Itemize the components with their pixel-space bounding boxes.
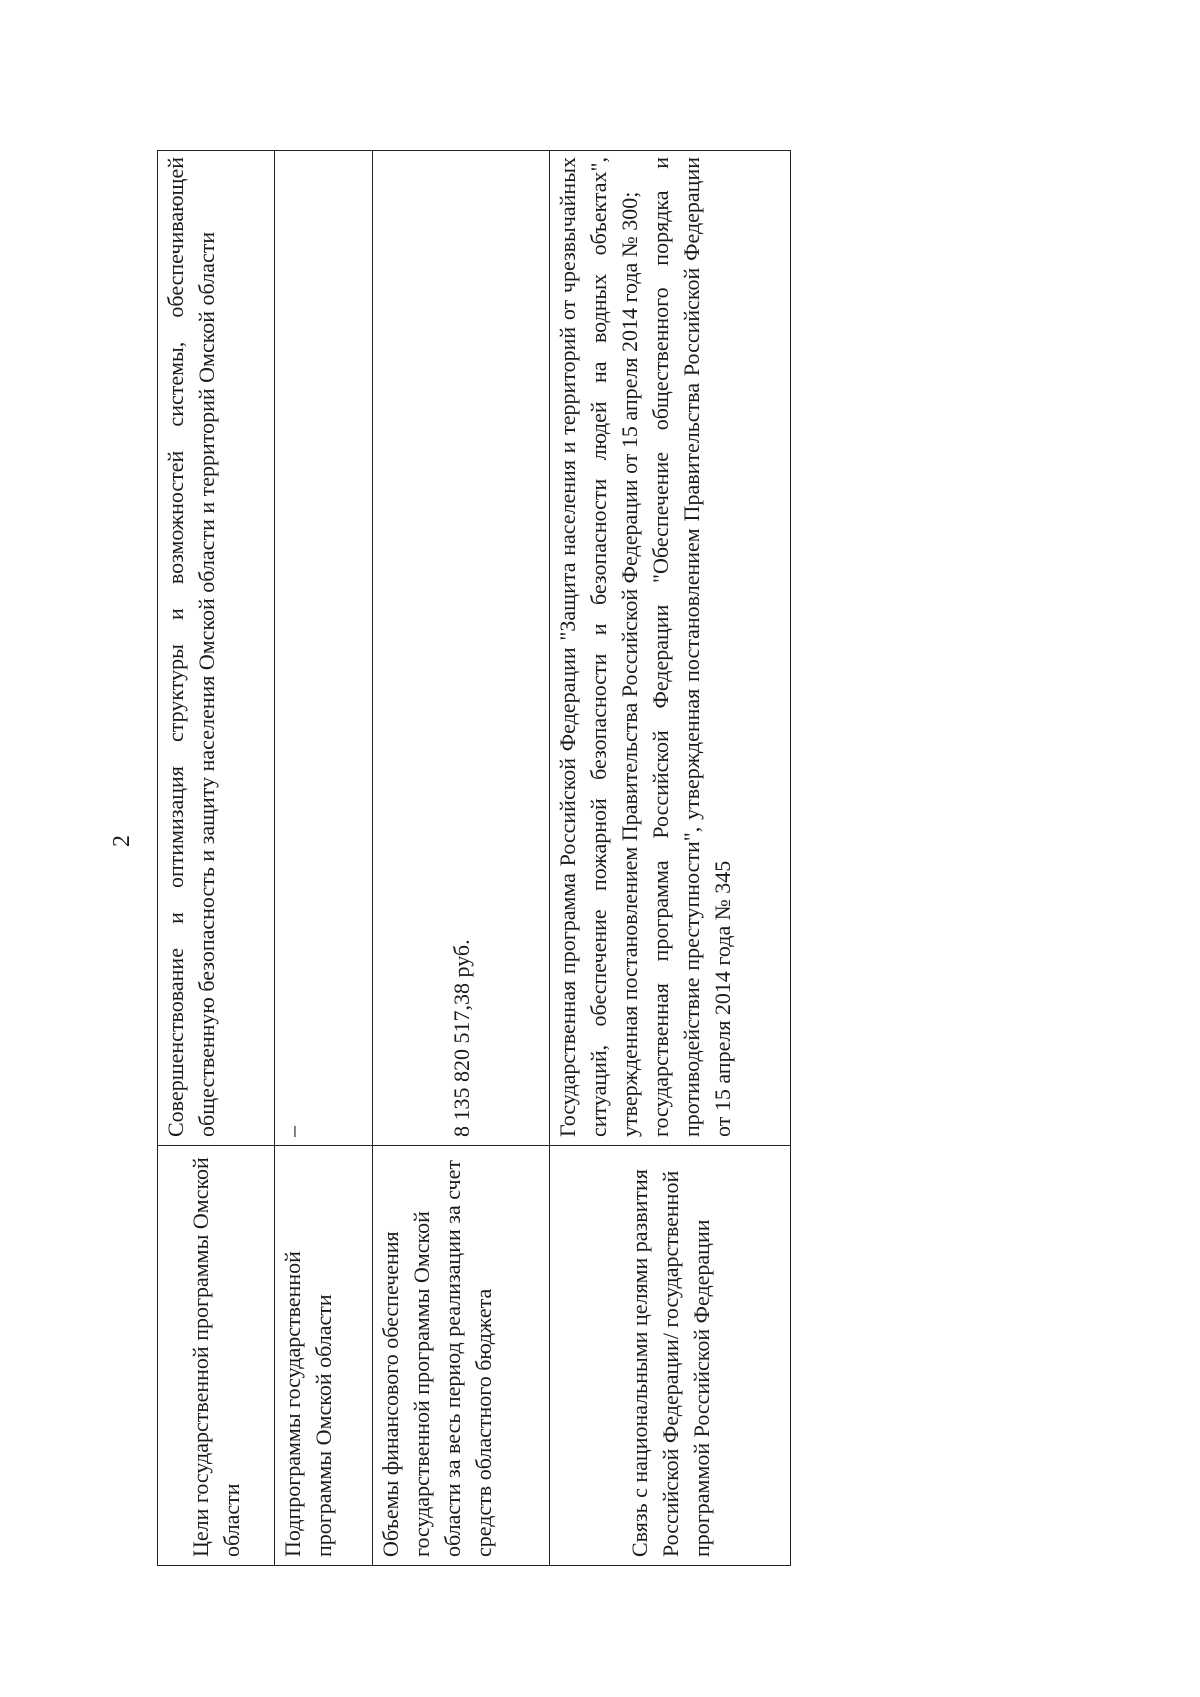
funding-label: Объемы финансового обеспечения государственной программы Омской области за весь период реализации за счет средств областного бюджета <box>373 1146 550 1566</box>
state-program-emergencies: Государственная программа Российской Федерации "Защита населения и территорий от чрезвычайных ситуаций, обеспечение пожарной безопасности и безопасности людей на водных объектах", утвержденная постановлением Правительства Российской Федерации от 15 апреля 2014 года № 300; <box>555 157 642 1137</box>
national-goals-value <box>550 151 791 1146</box>
national-goals-label: Связь с национальными целями развития Российской Федерации/ государственной программой Российской Федерации <box>550 1146 791 1566</box>
rotated-table-wrapper <box>157 151 790 1566</box>
subprograms-label: Подпрограммы государственной программы Омской области <box>275 1146 373 1566</box>
goals-label: Цели государственной программы Омской области <box>158 1146 275 1566</box>
program-passport-table <box>157 150 791 1566</box>
table-row-goals <box>158 151 275 1566</box>
page-number: 2 <box>109 835 135 847</box>
subprograms-value: – <box>275 151 373 1146</box>
state-program-public-order: государственная программа Российской Федерации "Обеспечение общественного порядка и противодействие преступности", утвержденная постановлением Правительства Российской Федерации от 15 апреля 2014 года № 345 <box>648 157 735 1137</box>
table-row-national-goals <box>550 151 791 1566</box>
table-row-subprograms <box>275 151 373 1566</box>
table-row-funding <box>373 151 550 1566</box>
funding-value: 8 135 820 517,38 руб. <box>373 151 550 1146</box>
goals-value: Совершенствование и оптимизация структуры и возможностей системы, обеспечивающей общественную безопасность и защиту населения Омской области и территорий Омской области <box>158 151 275 1146</box>
